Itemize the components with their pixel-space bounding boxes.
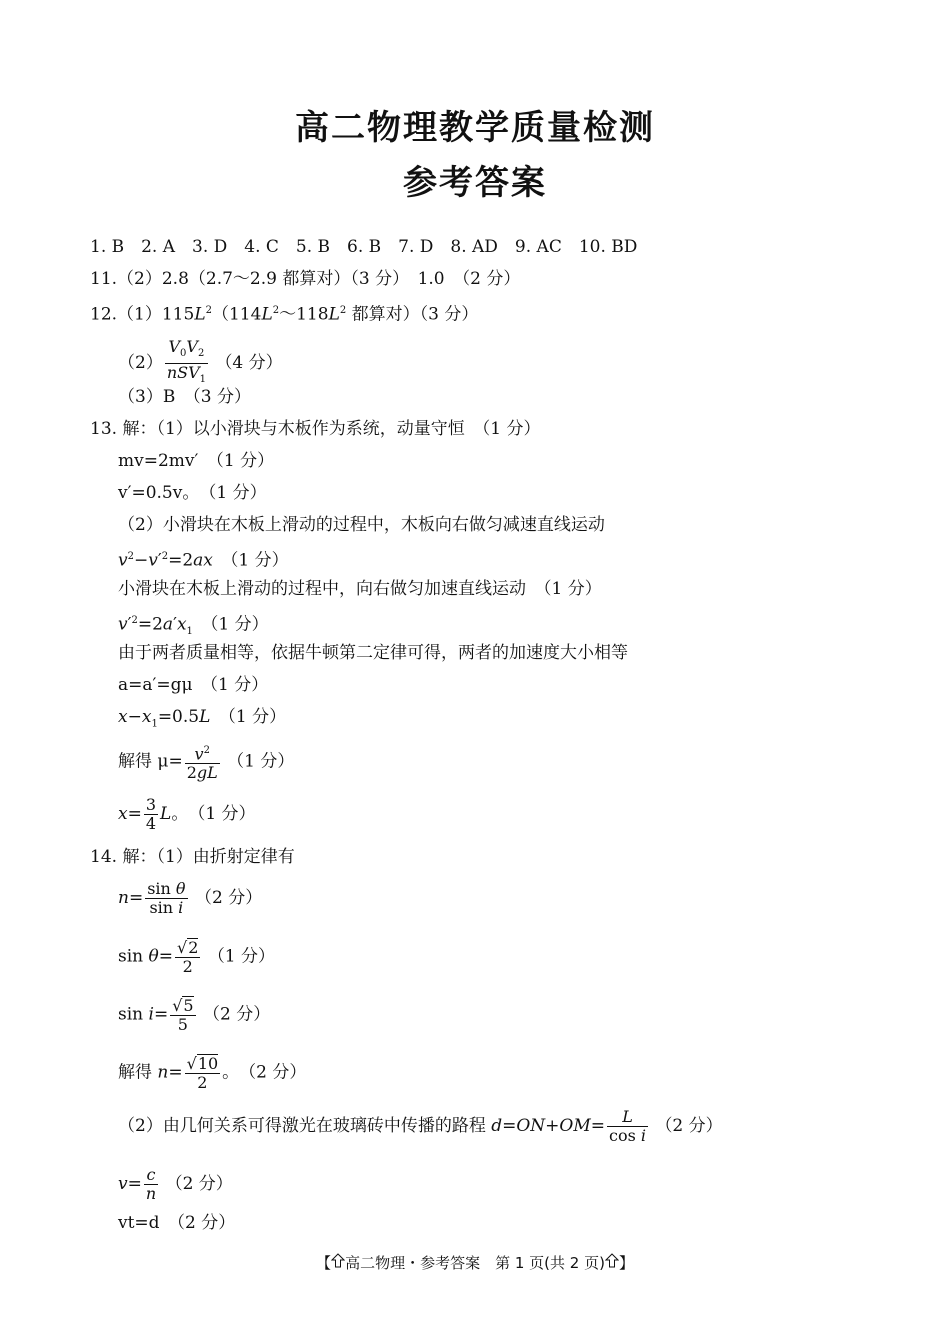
answer-14-line: n= $\frac{\text{sin θ}}{\text{sin i}}$ （2 分） bbox=[118, 879, 263, 917]
answer-13-line: mv=2mv′ （1 分） bbox=[118, 451, 275, 471]
footer-left-bracket: 【 bbox=[316, 1254, 332, 1272]
answer-13-line: $v'^2=2a'x_1$ （1 分） bbox=[118, 614, 269, 638]
answer-14-line: sin i= $\frac{√5}{5}$ （2 分） bbox=[118, 996, 271, 1034]
answer-13-line: （2）小滑块在木板上滑动的过程中，木板向右做匀减速直线运动 bbox=[118, 515, 605, 535]
answer-14-line: vt=d （2 分） bbox=[118, 1213, 236, 1233]
answer-14-line: 解得 n= $\frac{√10}{2}$ 。 （2 分） bbox=[118, 1054, 307, 1092]
answer-13-line: 小滑块在木板上滑动的过程中，向右做匀加速直线运动 （1 分） bbox=[118, 579, 602, 599]
answer-12-2: （2） $\frac{V_0V_2}{nSV_1}$ （4 分） bbox=[118, 337, 283, 386]
answer-14-line: （2）由几何关系可得激光在玻璃砖中传播的路程 d=ON+OM= $\frac{L}{\text{cos i}}$ （2 分） bbox=[118, 1107, 723, 1145]
up-arrow-icon bbox=[331, 1253, 345, 1272]
footer-right-bracket: 】 bbox=[618, 1254, 634, 1272]
answer-11: 11.（2）2.8（2.7～2.9 都算对）（3 分） 1.0 （2 分） bbox=[90, 269, 521, 289]
answer-14-line: v= $\frac{c}{n}$ （2 分） bbox=[118, 1165, 233, 1203]
page-title: 高二物理教学质量检测 bbox=[295, 108, 655, 148]
answer-13-line: $v^2-v'^2=2ax$ （1 分） bbox=[118, 550, 289, 571]
answer-13-line: x= $\frac{3}{4}$ L。 （1 分） bbox=[118, 795, 256, 833]
answer-13-line: a=a′=gμ （1 分） bbox=[118, 675, 269, 695]
answer-13-head: 13. 解：（1）以小滑块与木板作为系统，动量守恒 （1 分） bbox=[90, 419, 541, 439]
answers-1-10: 1. B 2. A 3. D 4. C 5. B 6. B 7. D 8. AD 9. AC 10. BD bbox=[90, 237, 638, 257]
footer-text: 高二物理・参考答案 第 1 页(共 2 页) bbox=[345, 1254, 605, 1272]
answer-12-3: （3）B （3 分） bbox=[118, 387, 252, 407]
answer-13-line: $x-x_1=0.5L$ （1 分） bbox=[118, 707, 287, 730]
up-arrow-icon bbox=[605, 1253, 619, 1272]
page-footer bbox=[0, 1252, 950, 1273]
answer-14-line: sin θ= $\frac{√2}{2}$ （1 分） bbox=[118, 938, 276, 976]
answer-12-1: $12.(1)115L^2(114L^2\sim 118L^2$ 都算对）（3 分） bbox=[90, 304, 479, 325]
answer-13-line: v′=0.5v。 （1 分） bbox=[118, 483, 267, 503]
answer-13-line: 由于两者质量相等，依据牛顿第二定律可得，两者的加速度大小相等 bbox=[118, 643, 628, 663]
answer-13-line: 解得 μ= $\frac{v^2}{2gL}$ （1 分） bbox=[118, 742, 294, 782]
answer-14-head: 14. 解：（1）由折射定律有 bbox=[90, 847, 295, 867]
page-subtitle: 参考答案 bbox=[403, 163, 547, 203]
